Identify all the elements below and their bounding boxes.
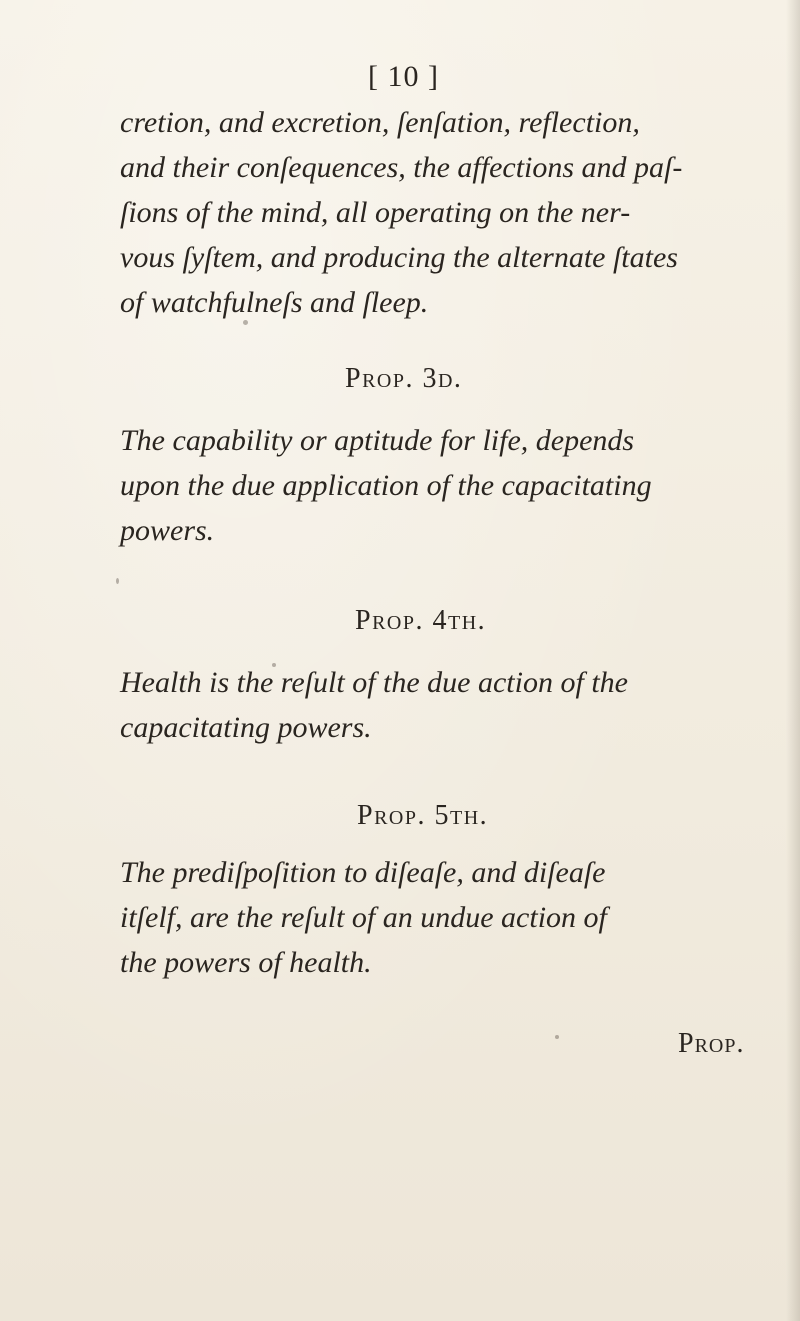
- text-line: ſions of the mind, all operating on the ner-: [120, 196, 631, 229]
- proposition-text-4: [120, 660, 760, 750]
- text-line: upon the due application of the capacitating: [120, 469, 652, 502]
- page-number: [ 10 ]: [368, 60, 439, 93]
- text-line: The capability or aptitude for life, depends: [120, 424, 635, 457]
- intro-paragraph: [120, 100, 760, 325]
- paper-speck: [272, 663, 276, 667]
- proposition-heading-5: Prop. 5th.: [357, 800, 489, 831]
- text-line: vous ſyſtem, and producing the alternate ſtates: [120, 241, 678, 274]
- catchword: Prop.: [678, 1028, 745, 1059]
- text-line: powers.: [120, 514, 215, 547]
- page-edge-shadow: [786, 0, 800, 1321]
- paper-speck: [116, 578, 119, 584]
- text-line: itſelf, are the reſult of an undue action of: [120, 901, 607, 934]
- text-line: of watchfulneſs and ſleep.: [120, 286, 429, 319]
- text-line: and their conſequences, the affections and paſ-: [120, 151, 683, 184]
- text-line: the powers of health.: [120, 946, 372, 979]
- proposition-text-3: [120, 418, 760, 553]
- text-line: Health is the reſult of the due action of the: [120, 666, 628, 699]
- paper-speck: [555, 1035, 559, 1039]
- proposition-heading-4: Prop. 4th.: [355, 605, 487, 636]
- text-line: The prediſpoſition to diſeaſe, and diſeaſe: [120, 856, 606, 889]
- text-line: capacitating powers.: [120, 711, 372, 744]
- proposition-text-5: [120, 850, 760, 985]
- text-line: cretion, and excretion, ſenſation, reflection,: [120, 106, 640, 139]
- paper-speck: [243, 320, 248, 325]
- proposition-heading-3: Prop. 3d.: [345, 363, 463, 394]
